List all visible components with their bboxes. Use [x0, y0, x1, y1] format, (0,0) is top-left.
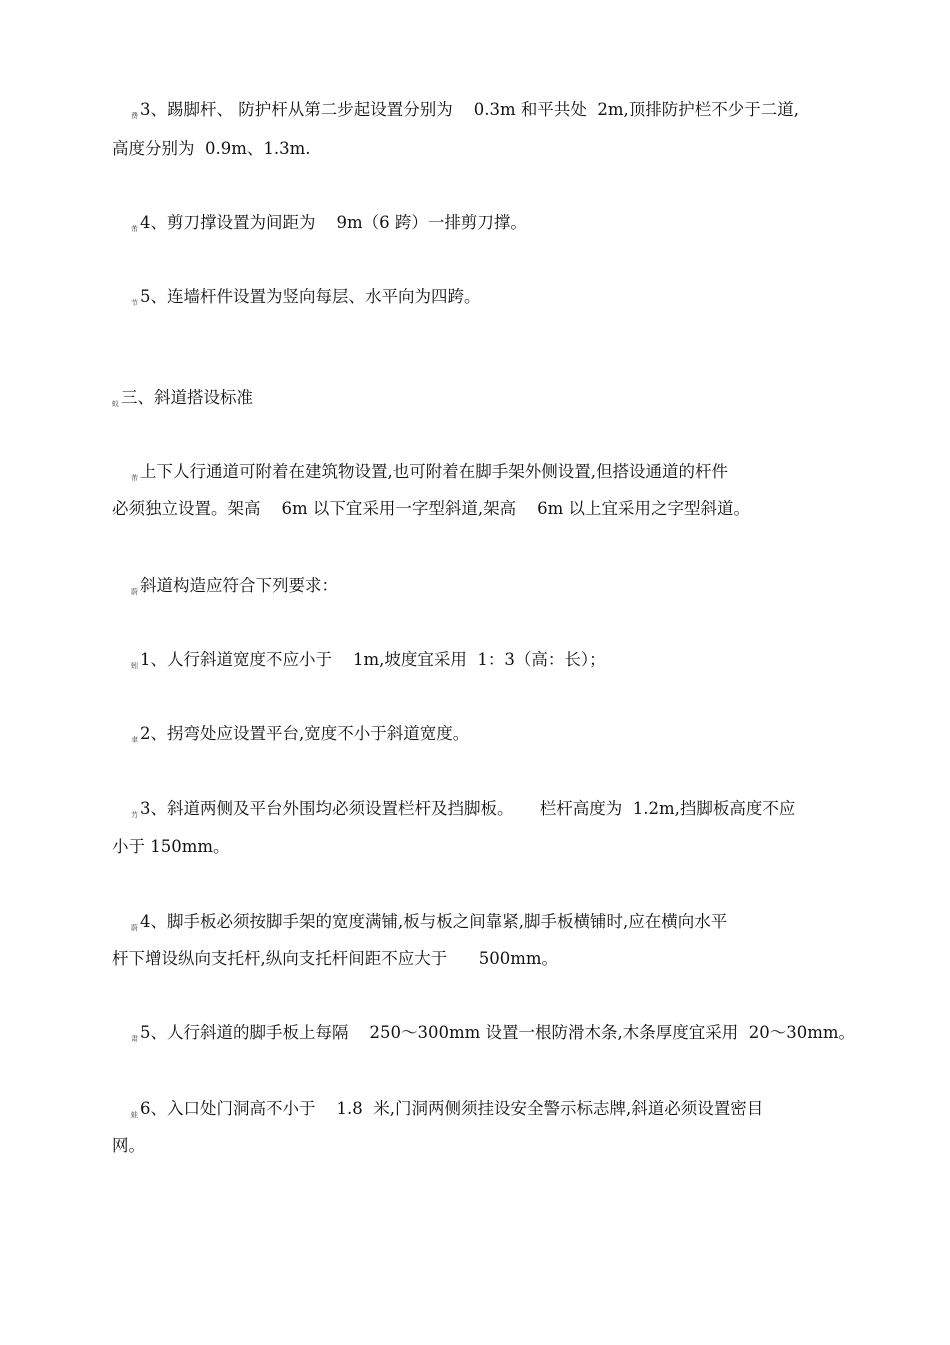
paragraph-line: [131, 1022, 855, 1050]
margin-mark: 费: [131, 112, 138, 120]
paragraph-line: [131, 723, 469, 751]
line-text: 上下人行通道可附着在建筑物设置,也可附着在脚手架外侧设置,但搭设通道的杆件: [140, 462, 728, 481]
section-heading: [112, 387, 253, 415]
margin-mark: 芀: [131, 811, 138, 819]
line-text: 6、入口处门洞高不小于 1.8 米,门洞两侧须挂设安全警示标志牌,斜道必须设置密目: [140, 1099, 764, 1118]
line-text: 5、人行斜道的脚手板上每隔 250～300mm 设置一根防滑木条,木条厚度宜采用 20～30mm。: [140, 1023, 856, 1042]
line-text: 3、踢脚杆、 防护杆从第二步起设置分别为 0.3m 和平共处 2m,顶排防护栏不少于二道,: [140, 100, 799, 119]
paragraph-line: [131, 286, 481, 314]
line-text: 3、斜道两侧及平台外围均必须设置栏杆及挡脚板。 栏杆高度为 1.2m,挡脚板高度不应: [140, 799, 796, 818]
margin-mark: 蔚: [131, 924, 138, 932]
paragraph-line: [131, 212, 527, 240]
paragraph-line: [131, 911, 727, 939]
margin-mark: 芾: [131, 474, 138, 482]
line-text: 小于 150mm。: [112, 837, 230, 856]
line-text: 5、连墙杆件设置为竖向每层、水平向为四跨。: [140, 287, 481, 306]
paragraph-line: [131, 575, 338, 603]
paragraph-line: [131, 461, 728, 489]
paragraph-line: [112, 1135, 145, 1157]
paragraph-line: [131, 1098, 763, 1126]
heading-text: 三、斜道搭设标准: [121, 388, 253, 407]
paragraph-line: [131, 649, 606, 677]
line-text: 2、拐弯处应设置平台,宽度不小于斜道宽度。: [140, 724, 470, 743]
paragraph-line: [131, 99, 799, 127]
margin-mark: 芾: [131, 225, 138, 233]
line-text: 斜道构造应符合下列要求：: [140, 576, 338, 595]
paragraph-line: [131, 798, 795, 826]
margin-mark: 肃: [131, 1035, 138, 1043]
margin-mark: 蔚: [131, 588, 138, 596]
margin-mark: 蚓: [131, 662, 138, 670]
line-text: 4、剪刀撑设置为间距为 9m（6 跨）一排剪刀撑。: [140, 213, 527, 232]
margin-mark: 聿: [131, 736, 138, 744]
paragraph-line: [112, 498, 750, 520]
paragraph-line: [112, 948, 558, 970]
margin-mark: 蚁: [112, 400, 119, 408]
line-text: 必须独立设置。架高 6m 以下宜采用一字型斜道,架高 6m 以上宜采用之字型斜道。: [112, 499, 750, 518]
margin-mark: 节: [131, 299, 138, 307]
line-text: 高度分别为 0.9m、1.3m.: [112, 139, 311, 158]
margin-mark: 蛙: [131, 1111, 138, 1119]
line-text: 网。: [112, 1136, 145, 1155]
paragraph-line: [112, 138, 311, 160]
line-text: 杆下增设纵向支托杆,纵向支托杆间距不应大于 500mm。: [112, 949, 558, 968]
paragraph-line: [112, 836, 230, 858]
line-text: 4、脚手板必须按脚手架的宽度满铺,板与板之间靠紧,脚手板横铺时,应在横向水平: [140, 912, 728, 931]
line-text: 1、人行斜道宽度不应小于 1m,坡度宜采用 1：3（高：长）；: [140, 650, 606, 669]
